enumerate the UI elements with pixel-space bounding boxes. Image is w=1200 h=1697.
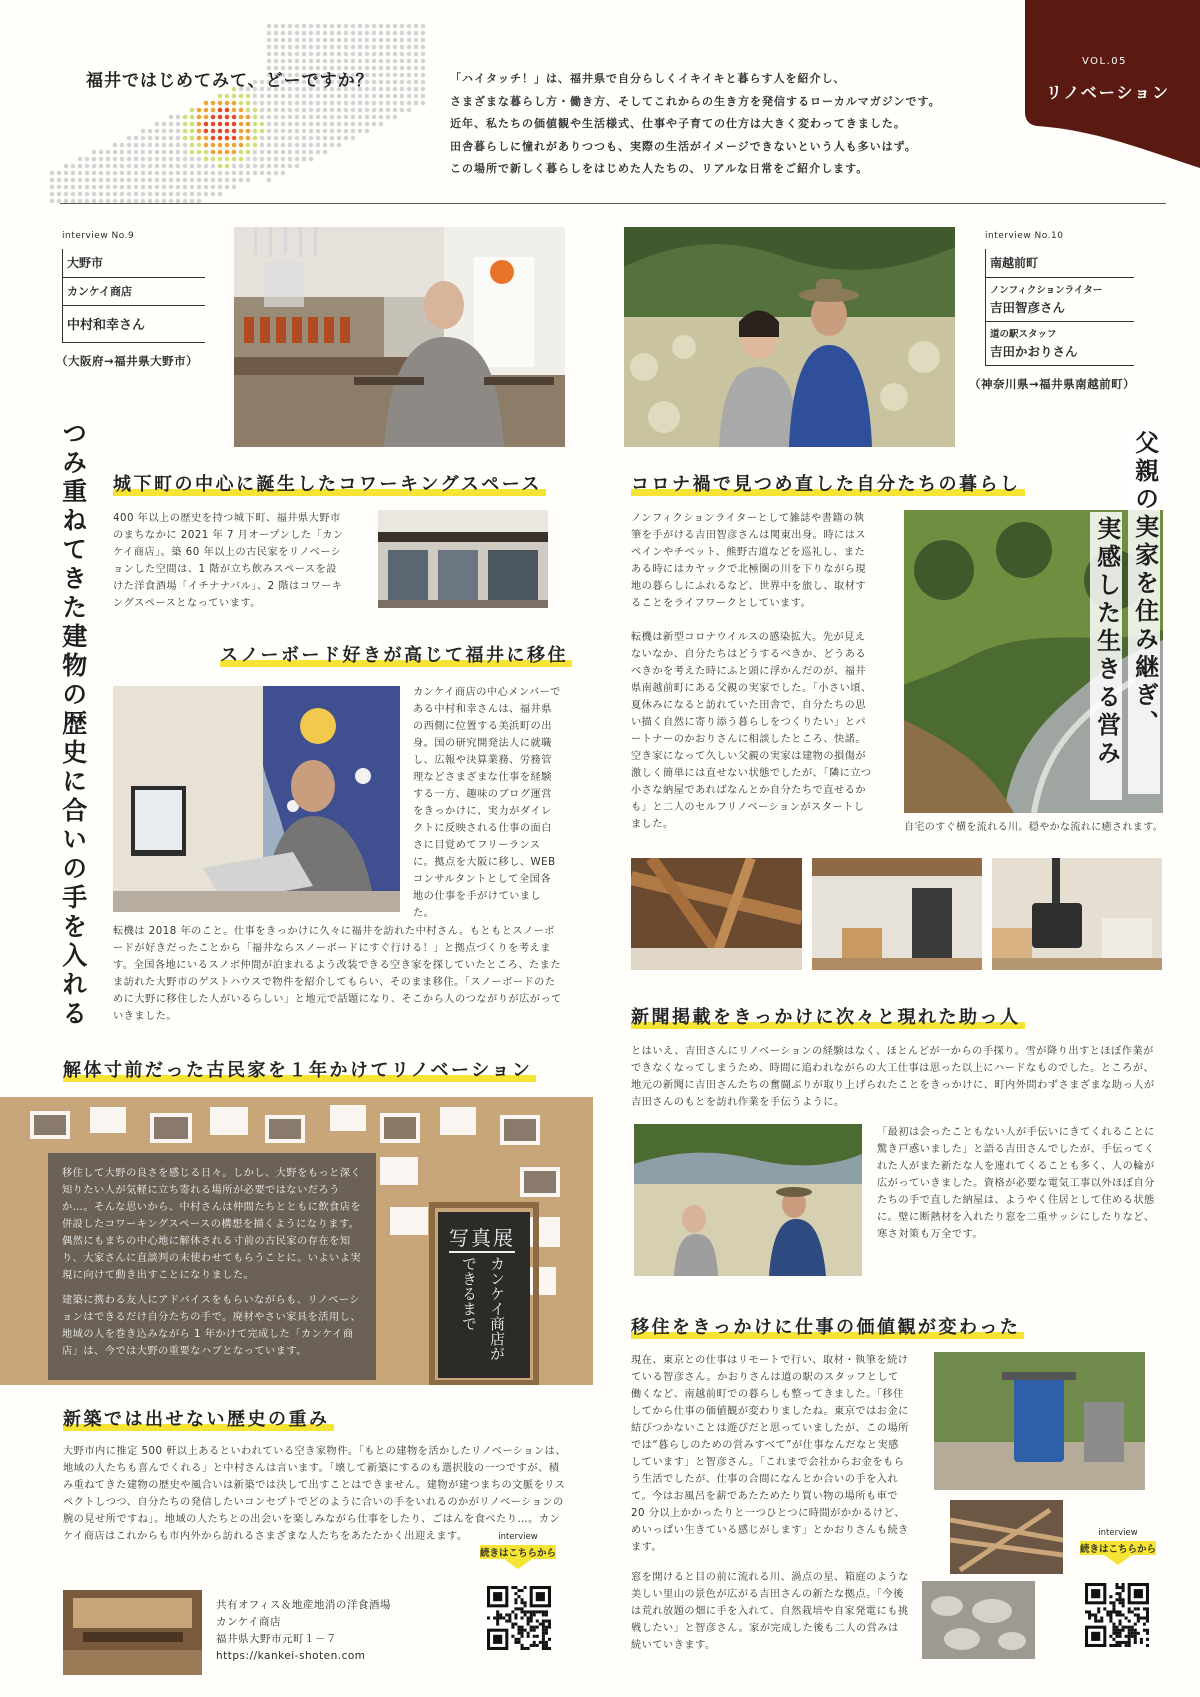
profile-box (985, 249, 1134, 366)
profile-city: 大野市 (63, 249, 205, 278)
left-heading-1: 城下町の中心に誕生したコワーキングスペース (113, 470, 546, 498)
shop-info-line: 福井県大野市元町１－７ (216, 1633, 337, 1645)
qr-label-text: 続きはこちらから (480, 1545, 556, 1559)
left-paragraph-1: 400 年以上の歴史を持つ城下町、福井県大野市のまちなかに 2021 年 7 月オープンした「カンケイ商店」。築 60 年以上の古民家をリノベーションした空間は、1 階が立ち飲みスペースを設けた洋食酒場「イチナナバル」、2 階はコワーキングスペースとなっています。 (113, 513, 344, 609)
left-heading-3: 解体寸前だった古民家を１年かけてリノベーション (63, 1056, 536, 1084)
left-paragraph-3: 転機は 2018 年のこと。仕事をきっかけに久々に福井を訪れた中村さん。もともとスノーボードが好きだったことから「福井ならスノーボードにすぐ行ける！」と拠点づくりを考えます。全国各地にいるスノボ仲間が泊まれるよう改装できる空き家を探していたところ、たまたま訪れた大野市のゲストハウスで物件を紹介してもらい、そのまま移住。「スノーボードのために大野に移住した人がいるらしい」と地元で話題になり、そこから人のつながりが広がっていきました。 (113, 926, 562, 1022)
blackboard-title: 写真展 (449, 1222, 515, 1253)
arrow-down-icon (504, 1559, 532, 1569)
qr-code-left[interactable] (487, 1586, 551, 1650)
qr-label-left[interactable] (480, 1532, 556, 1569)
photo-beams (631, 858, 802, 970)
corkboard-text-overlay (48, 1153, 376, 1380)
river-caption: 自宅のすぐ横を流れる川。穏やかな流れに癒されます。 (904, 822, 1164, 833)
right-paragraph-6: 窓を開けると目の前に流れる川、渦点の星、箱庭のような美しい里山の景色が広がる吉田さんの新たな拠点。「今後は荒れ放題の畑に手を入れて、自然栽培や自家発電にも挑戦したい」と智彦さん。家が完成した後も二人の営みは続いていきます。 (631, 1572, 909, 1651)
right-vertical-title-b: 実感した生きる営み (1090, 512, 1122, 800)
header-intro (450, 68, 941, 181)
qr-label-right[interactable] (1080, 1528, 1156, 1565)
right-paragraph-2: 転機は新型コロナウイルスの感染拡大。先が見えないなか、自分たちはどうするべきか、どうあるべきかを考えた時にふと頭に浮かんだのが、福井県南越前町にある父親の実家でした。「小さい頃、夏休みになると訪れていた田舎で、自分たちの思い描く自然に寄り添う暮らしをつくりたい」とパートナーのかおりさんに相談したところ、快諾。空き家になって久しい父親の実家は建物の損傷が激しく簡単には直せない状態でしたが、「隣に立つ小さな納屋であればなんとか自分たちで直せるかも」と二人のセルフリノベーションがスタートしました。 (631, 632, 872, 830)
right-paragraph-4: 「最初は会ったこともない人が手伝いにきてくれることに驚き戸惑いました」と語る吉田さんでしたが、手伝ってくれた人がまた新たな人を連れてくることも多く、人の輪が広がっていきました。資格が必要な電気工事以外ほぼ自分たちの手で直した納屋は、ようやく住居として住める状態に。壁に断熱材を入れたり窓を二重サッシにしたりなど、寒さ対策も万全です。 (877, 1127, 1155, 1240)
left-paragraph-2: カンケイ商店の中心メンバーである中村和幸さんは、福井県の西側に位置する美浜町の出身。国の研究開発法人に就職し、広報や決算業務、労務管理などさまざまな仕事を経験する一方、趣味のブログ運営をきっかけに、実力がダイレクトに反映される仕事の面白さに目覚めてフリーランスに。拠点を大阪に移し、WEB コンサルタントとして全国各地の仕事を手がけていました。 (413, 687, 561, 919)
shop-info-link[interactable]: https://kankei-shoten.com (216, 1650, 366, 1662)
blackboard-line: できるまで (460, 1256, 478, 1331)
photo-wood-pile (950, 1500, 1063, 1574)
profile-person2: 吉田かおりさん (990, 344, 1078, 359)
photo-bar-interior (234, 227, 565, 447)
left-heading-4: 新築では出せない歴史の重み (63, 1405, 334, 1433)
profile-role2: 道の駅スタッフ (990, 329, 1057, 340)
photo-blue-drum (934, 1352, 1145, 1490)
left-paragraph-4: 移住して大野の良さを感じる日々。しかし、大野をもっと深く知りたい人が気軽に立ち寄れる場所が必要ではないだろうか…。そんな思いから、中村さんは仲間たちとともに飲食店を併設したコワーキングスペースの構想を描くようになります。偶然にもまちの中心地に解体される寸前の古民家の存在を知り、大家さんに直談判の末使わせてもらうことに。いよいよ実現に向けて動き出すことになりました。 (62, 1168, 362, 1281)
photo-shop-interior-small (63, 1590, 202, 1675)
intro-line: この場所で新しく暮らしをはじめた人たちの、リアルな日常をご紹介します。 (450, 162, 869, 175)
photo-stones (922, 1581, 1035, 1659)
shop-info (216, 1597, 391, 1665)
right-profile (969, 231, 1145, 392)
right-paragraph-1: ノンフィクションライターとして雑誌や書籍の執筆を手がける吉田智彦さんは関東出身。時にはスペインやチベット、熊野古道などを巡礼し、またある時にはカヤックで北極圏の川を下りながら現地の暮らしにふれるなど、世界中を旅し、取材することをライフワークとしています。 (631, 513, 867, 609)
vol-number: VOL.05 (1082, 56, 1128, 67)
right-heading-3: 移住をきっかけに仕事の価値観が変わった (631, 1313, 1024, 1341)
shop-info-line: 共有オフィス＆地産地消の洋食酒場 (216, 1599, 391, 1611)
intro-line: 近年、私たちの価値観や生活様式、仕事や子育ての仕方は大きく変わってきました。 (450, 117, 906, 130)
photo-couple-field (624, 227, 955, 447)
fukui-dot-map (48, 22, 428, 204)
vol-theme: リノベーション (1046, 83, 1171, 102)
profile-person: 中村和幸さん (63, 306, 205, 343)
right-heading-2: 新聞掲載をきっかけに次々と現れた助っ人 (631, 1003, 1025, 1031)
header-divider (60, 203, 1166, 204)
photo-man-laptop (113, 686, 400, 912)
blackboard-line: カンケイ商店が (488, 1256, 506, 1361)
profile-box (62, 249, 205, 343)
photo-couple-outdoors (634, 1124, 862, 1276)
header-tagline: 福井ではじめてみて、どーですか？ (86, 71, 374, 91)
intro-line: さまざまな暮らし方・働き方、そしてこれからの生き方を発信するローカルマガジンです。 (450, 94, 941, 108)
profile-person2-block (986, 322, 1134, 366)
interview-number: interview No.9 (62, 231, 135, 241)
profile-role1: ノンフィクションライター (990, 285, 1103, 296)
right-paragraph-5: 現在、東京との仕事はリモートで行い、取材・執筆を続けている智彦さん。かおりさんは道の駅のスタッフとして働くなど、南越前町での暮らしも整ってきました。「移住してから仕事の価値観が変わりましたね。東京ではお金に結びつかないことは遊びだと思っていましたが、この場所では“暮らしのための営みすべて”が仕事なんだなと実感しています」と智彦さん。「これまで会社からお金をもらう生活でしたが、仕事の合間になんとか合いの手を入れて。今はお風呂を薪であたためたり買い物の場所も車で 20 分以上かかったりと一つひとつに時間がかかるけど、めいっぱい生きている感じがします」とかおりさんも続きます。 (631, 1355, 909, 1553)
photo-river (904, 510, 1163, 813)
profile-town: 南越前町 (986, 249, 1134, 278)
profile-person1: 吉田智彦さん (990, 300, 1066, 315)
right-paragraph-3: とはいえ、吉田さんにリノベーションの経験はなく、ほとんどが一からの手探り。雪が降り出すとほぼ作業ができなくなってしまうため、時間に追われながらの大工仕事は思った以上にハードなものでした。ところが、地元の新聞に吉田さんたちの奮闘ぶりが取り上げられたことをきっかけに、町内外問わずさまざまな助っ人が吉田さんのもとを訪れ作業を手伝うように。 (631, 1046, 1155, 1108)
left-vertical-title: つみ重ねてきた建物の歴史に合いの手を入れる (58, 420, 88, 1029)
left-heading-2: スノーボード好きが高じて福井に移住 (220, 641, 572, 669)
profile-shop: カンケイ商店 (63, 278, 205, 306)
profile-person1-block (986, 278, 1134, 322)
interview-number: interview No.10 (985, 231, 1064, 241)
qr-code-right[interactable] (1085, 1583, 1149, 1647)
right-heading-1: コロナ禍で見つめ直した自分たちの暮らし (631, 470, 1025, 498)
photo-shop-front (378, 510, 548, 608)
profile-move: （大阪府→福井県大野市） (56, 354, 199, 368)
left-profile (56, 231, 212, 369)
arrow-down-icon (1104, 1555, 1132, 1565)
header (0, 0, 1200, 210)
photo-wood-stove (992, 858, 1162, 970)
profile-move: （神奈川県→福井県南越前町） (969, 377, 1136, 391)
qr-label-top: interview (498, 1532, 538, 1542)
left-paragraph-5: 建築に携わる友人にアドバイスをもらいながらも、リノベーションはできるだけ自分たちの手で。廃材やさい家具を活用し、地域の人を巻き込みながら 1 年かけて完成した「カンケイ商店」は、今では大野の重要なハブとなっています。 (62, 1295, 362, 1357)
left-paragraph-6: 大野市内に推定 500 軒以上あるといわれている空き家物件。「もとの建物を活かしたリノベーションは、地域の人たちも喜んでくれる」と中村さんは言います。「壊して新築にするのも選択肢の一つですが、積み重ねてきた建物の歴史や風合いは新築では決して出すことはできません。建物が建つまちの文脈をリスペクトしつつ、自分たちの発信したいコンセプトでどのように合いの手をいれるのかがリノベーションの腕の見せ所ですね」。地域の人たちとの出会いを楽しみながら仕事をしたり、ごはんを食べたり…。カンケイ商店はこれからも市内外から訪れるさまざまな人たちをあたたかく出迎えます。 (63, 1446, 567, 1542)
intro-line: 「ハイタッチ！」は、福井県で自分らしくイキイキと暮らす人を紹介し、 (450, 72, 846, 85)
qr-label-top: interview (1098, 1528, 1138, 1538)
intro-line: 田舎暮らしに憧れがありつつも、実際の生活がイメージできないという人も多いはず。 (450, 139, 917, 153)
blackboard-text (445, 1222, 525, 1372)
right-vertical-title-a: 父親の実家を住み継ぎ、 (1128, 426, 1160, 794)
qr-label-text: 続きはこちらから (1080, 1541, 1156, 1555)
photo-room-shelf (812, 858, 982, 970)
shop-info-line: カンケイ商店 (216, 1616, 282, 1628)
